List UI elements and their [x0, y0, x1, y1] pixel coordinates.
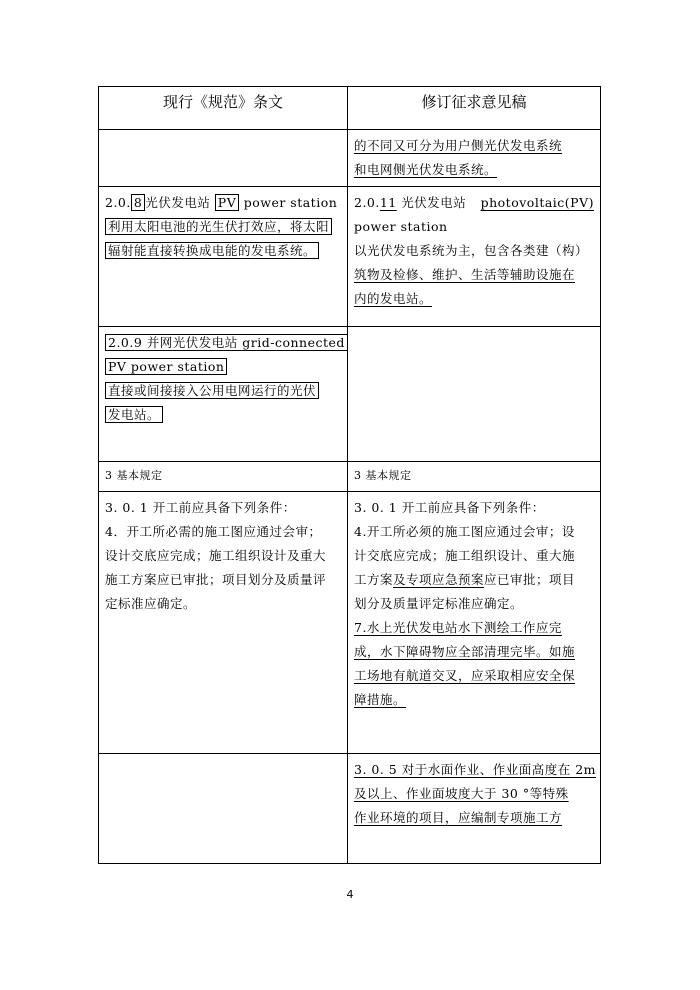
- text-line: 工方案及专项应急预案应已审批；项目: [354, 572, 576, 587]
- left-cell: [99, 492, 348, 754]
- text-line: 和电网侧光伏发电系统。: [354, 162, 498, 177]
- table-row: [99, 462, 601, 492]
- text-line: 作业环境的项目，应编制专项施工方: [354, 810, 563, 825]
- left-cell: [99, 130, 348, 187]
- text-line: 3. 0. 5 对于水面作业、作业面高度在 2m: [354, 762, 597, 777]
- clause-2-0-11-title: 2.0.11 光伏发电站 photovoltaic(PV): [354, 195, 594, 210]
- text-line: 的不同又可分为用户侧光伏发电系统: [354, 138, 563, 153]
- table-row: [99, 754, 601, 864]
- text-line: 障措施。: [354, 692, 407, 707]
- page-number: 4: [346, 888, 354, 901]
- text-line: 辐射能直接转换成电能的发电系统。: [105, 242, 319, 259]
- header-current-clause: 现行《规范》条文: [99, 87, 348, 130]
- text-line: 定标准应确定。: [105, 596, 197, 611]
- left-cell: [99, 327, 348, 462]
- text-line: 发电站。: [105, 406, 163, 423]
- text-line: 内的发电站。: [354, 291, 433, 306]
- text-line: PV power station: [105, 358, 227, 375]
- text-line: 划分及质量评定标准应确定。: [354, 596, 524, 611]
- text-line: 成，水下障碍物应全部清理完毕。如施: [354, 644, 576, 659]
- right-cell: [348, 327, 601, 462]
- header-row: [99, 87, 601, 130]
- text-line: 直接或间接接入公用电网运行的光伏: [105, 382, 319, 399]
- left-cell: [99, 754, 348, 864]
- section-heading-right: 3 基本规定: [348, 462, 601, 492]
- text-line: 3. 0. 1 开工前应具备下列条件：: [105, 500, 296, 515]
- text-line: 筑物及检修、维护、生活等辅助设施在: [354, 267, 576, 282]
- text-line: 3. 0. 1 开工前应具备下列条件：: [354, 500, 545, 515]
- text-line: 7.水上光伏发电站水下测绘工作应完: [354, 620, 562, 635]
- header-revised-draft: 修订征求意见稿: [348, 87, 601, 130]
- text-line: 计交底应完成；施工组织设计、重大施: [354, 548, 576, 563]
- right-cell: [348, 187, 601, 327]
- clause-2-0-8-title: 2.0. 8 光伏发电站 PV power station: [105, 195, 338, 210]
- text-line: 工场地有航道交叉，应采取相应安全保: [354, 668, 576, 683]
- text-line: 利用太阳电池的光生伏打效应，将太阳: [105, 218, 332, 235]
- right-cell: [348, 130, 601, 187]
- right-cell: [348, 754, 601, 864]
- table-row: [99, 130, 601, 187]
- clause-2-0-9-title: 2.0.9 并网光伏发电站 grid-connected: [105, 334, 348, 351]
- text-line: 设计交底应完成；施工组织设计及重大: [105, 548, 327, 563]
- table-row: [99, 187, 601, 327]
- text-line: 及以上、作业面坡度大于 30 °等特殊: [354, 786, 569, 801]
- right-cell: [348, 492, 601, 754]
- comparison-table: [98, 86, 601, 864]
- table-row: [99, 327, 601, 462]
- text-line: 4．开工所必需的施工图应通过会审；: [105, 524, 322, 539]
- text-line: 4.开工所必须的施工图应通过会审；设: [354, 524, 575, 539]
- text-line: 施工方案应已审批；项目划分及质量评: [105, 572, 327, 587]
- section-heading-left: 3 基本规定: [99, 462, 348, 492]
- text-line: power station: [354, 219, 448, 234]
- table-row: [99, 492, 601, 754]
- left-cell: [99, 187, 348, 327]
- text-line: 以光伏发电系统为主，包含各类建（构）: [354, 243, 589, 258]
